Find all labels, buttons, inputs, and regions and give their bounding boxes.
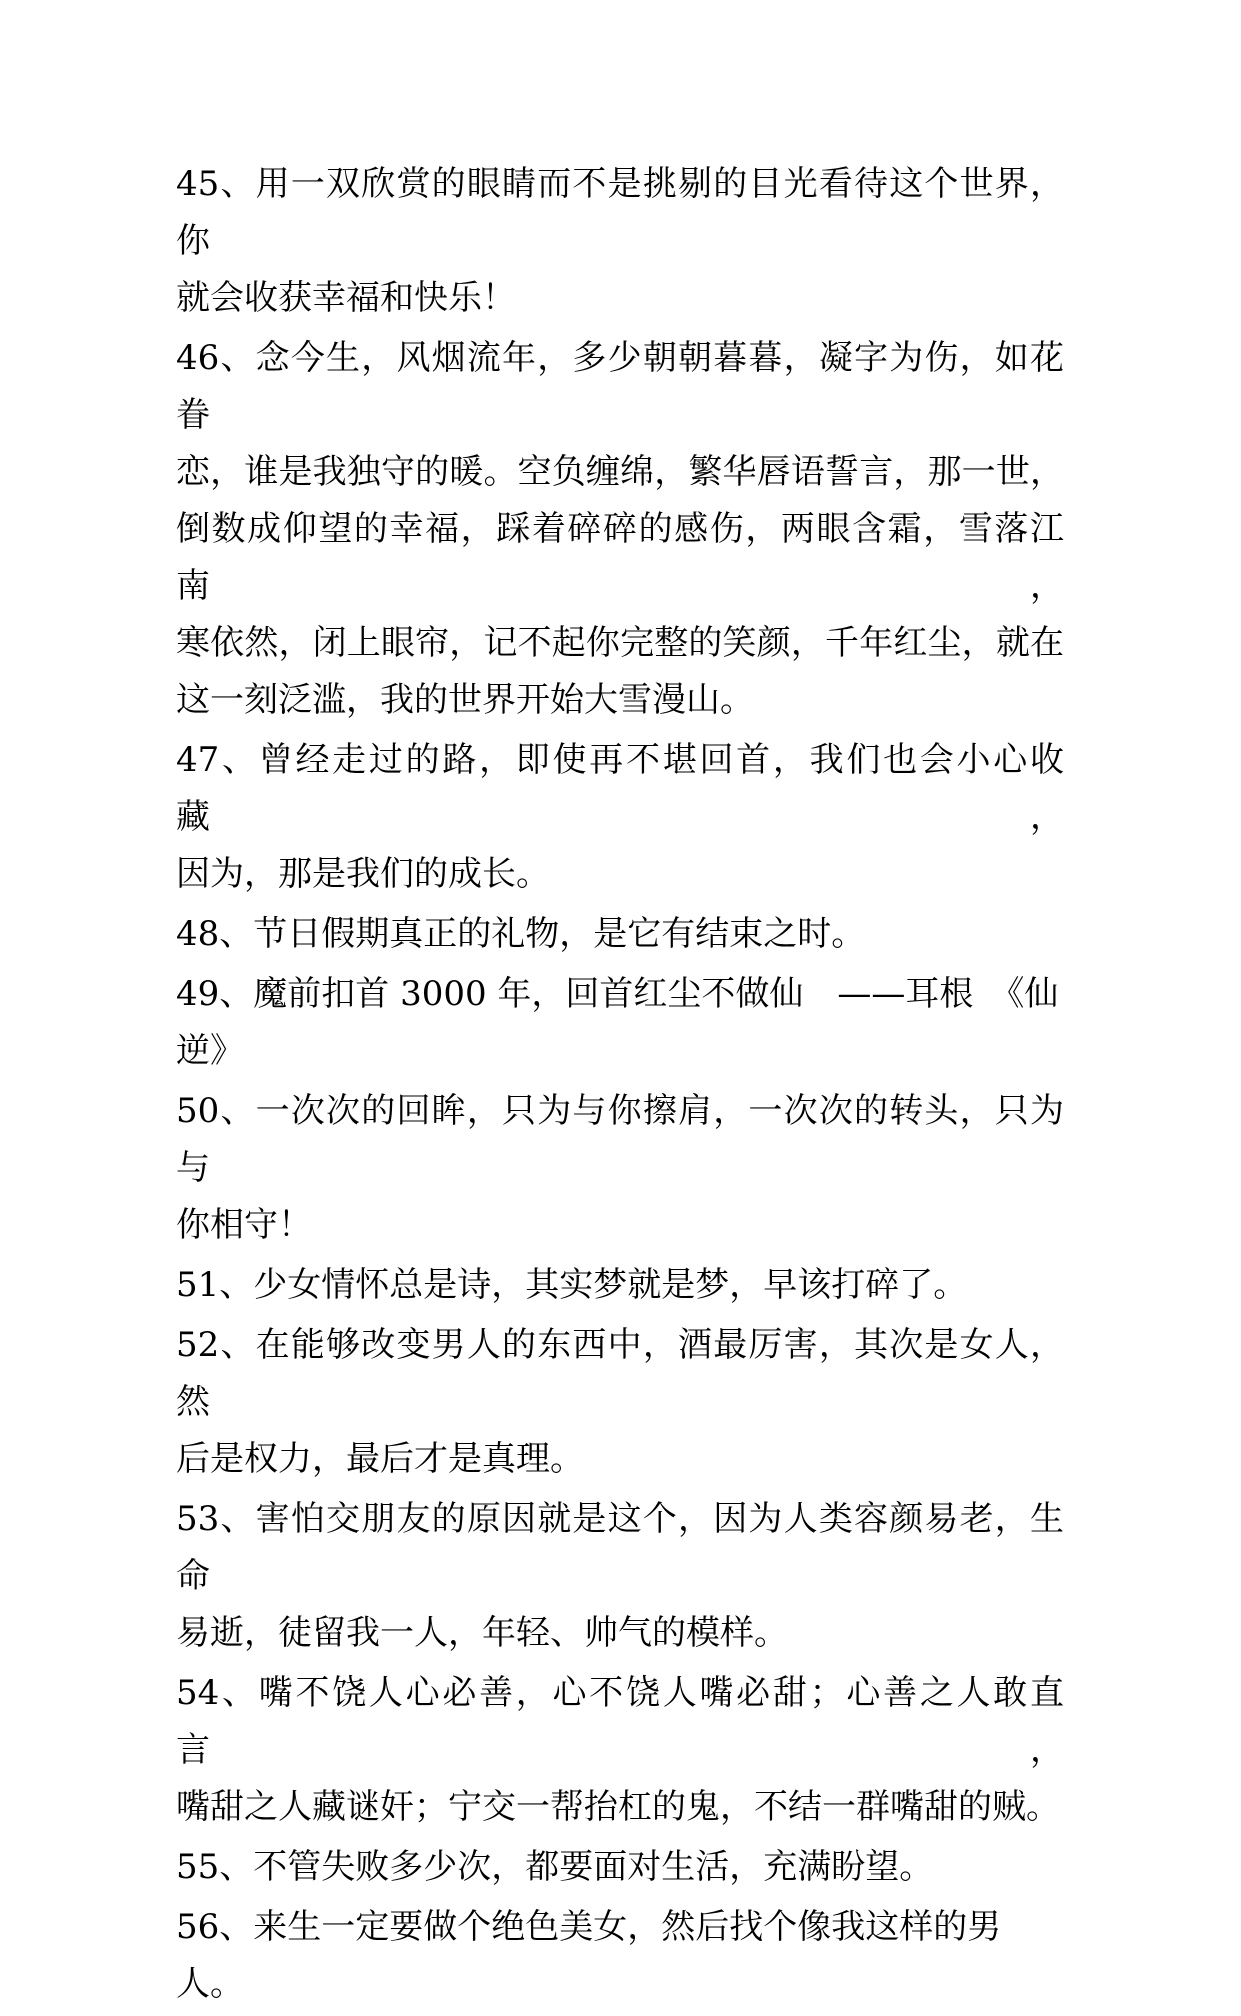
quote-item-54: [176, 1665, 1064, 1836]
quote-line: 后是权力，最后才是真理。: [176, 1439, 584, 1479]
quote-line: 你相守！: [176, 1205, 312, 1245]
quote-item-46: [176, 330, 1064, 729]
quote-line: 50、一次次的回眸，只为与你擦肩，一次次的转头，只为与: [176, 1091, 1064, 1188]
quote-line: 55、不管失败多少次，都要面对生活，充满盼望。: [176, 1847, 934, 1887]
quote-item-45: [176, 156, 1064, 327]
quote-line: 寒依然，闭上眼帘，记不起你完整的笑颜，千年红尘，就在: [176, 623, 1064, 663]
quote-item-48: [176, 906, 1064, 963]
quote-item-50: [176, 1083, 1064, 1254]
quote-line: 45、用一双欣赏的眼睛而不是挑剔的目光看待这个世界，你: [176, 164, 1064, 261]
quote-line: 54、嘴不饶人心必善，心不饶人嘴必甜；心善之人敢直言，: [176, 1673, 1064, 1770]
quote-line: 53、害怕交朋友的原因就是这个，因为人类容颜易老，生命: [176, 1499, 1064, 1596]
quote-line: 恋，谁是我独守的暖。空负缠绵，繁华唇语誓言，那一世，: [176, 452, 1064, 492]
quote-line: 这一刻泛滥，我的世界开始大雪漫山。: [176, 680, 754, 720]
quote-item-51: [176, 1257, 1064, 1314]
quote-line: 48、节日假期真正的礼物，是它有结束之时。: [176, 914, 866, 954]
quote-item-53: [176, 1491, 1064, 1662]
quote-list: [176, 156, 1064, 2016]
quote-line: 就会收获幸福和快乐！: [176, 278, 516, 318]
quote-line: 56、来生一定要做个绝色美女，然后找个像我这样的男人。: [176, 1907, 1002, 2004]
quote-line: 47、曾经走过的路，即使再不堪回首，我们也会小心收藏，: [176, 740, 1064, 837]
quote-line: 嘴甜之人藏谜奸；宁交一帮抬杠的鬼，不结一群嘴甜的贼。: [176, 1787, 1060, 1827]
quote-item-49: [176, 966, 1064, 1080]
quote-item-55: [176, 1839, 1064, 1896]
quote-line: 倒数成仰望的幸福，踩着碎碎的感伤，两眼含霜，雪落江南，: [176, 509, 1064, 606]
quote-item-56: [176, 1899, 1064, 2013]
quote-line: 因为，那是我们的成长。: [176, 854, 550, 894]
quote-item-52: [176, 1317, 1064, 1488]
quote-line: 易逝，徒留我一人，年轻、帅气的模样。: [176, 1613, 788, 1653]
quote-item-47: [176, 732, 1064, 903]
quote-line: 52、在能够改变男人的东西中，酒最厉害，其次是女人，然: [176, 1325, 1064, 1422]
quote-line: 46、念今生，风烟流年，多少朝朝暮暮，凝字为伤，如花眷: [176, 338, 1064, 435]
quote-line: 51、少女情怀总是诗，其实梦就是梦，早该打碎了。: [176, 1265, 968, 1305]
quote-line: 49、魔前扣首 3000 年，回首红尘不做仙 ——耳根 《仙逆》: [176, 974, 1059, 1071]
